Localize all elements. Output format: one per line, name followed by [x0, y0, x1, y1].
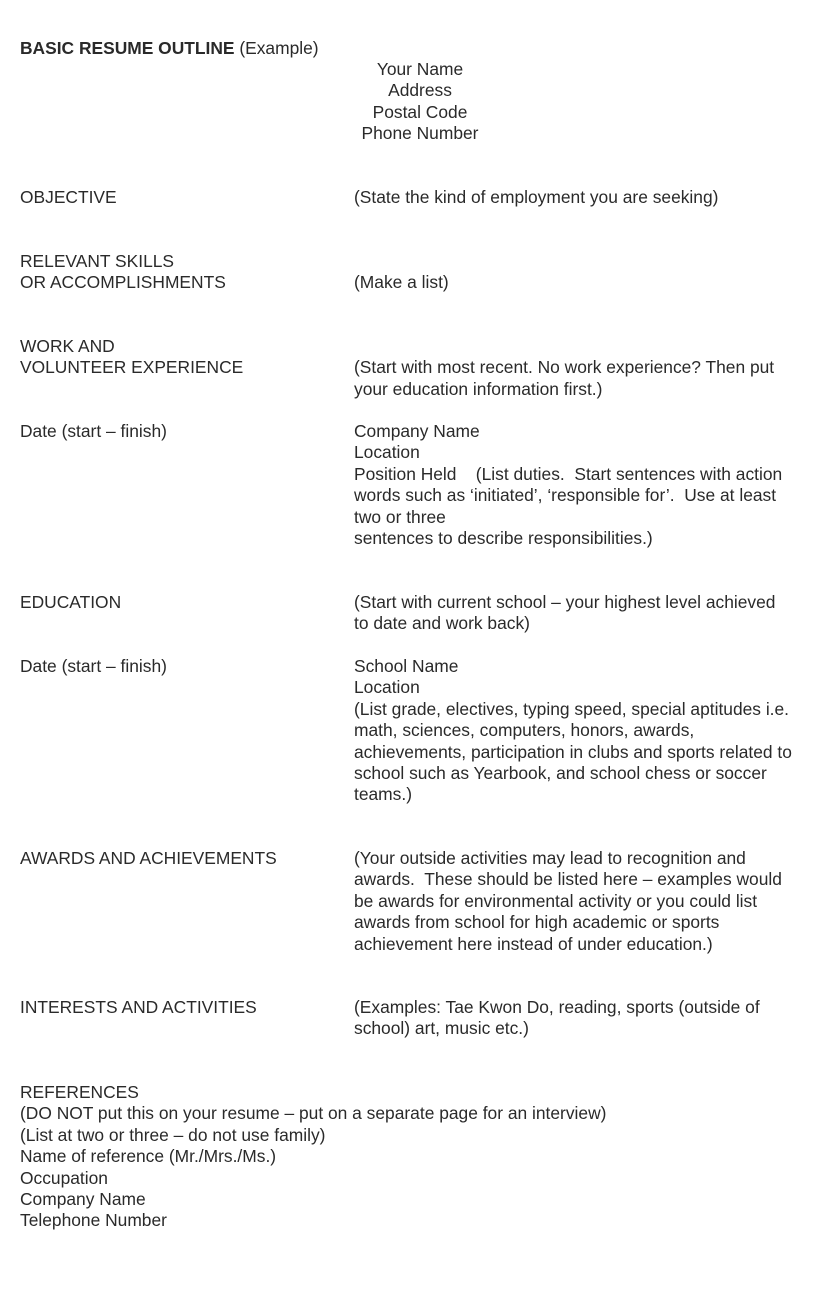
work-entry-line: Location: [354, 442, 420, 463]
interests-text-line: school) art, music etc.): [354, 1018, 529, 1039]
education-text: [354, 592, 824, 635]
work-entry-line: Company Name: [354, 421, 480, 441]
interests-label: INTERESTS AND ACTIVITIES: [20, 997, 257, 1017]
document-title-bold: BASIC RESUME OUTLINE: [20, 38, 235, 58]
header-postal-code: Postal Code: [372, 101, 468, 122]
work-label: [20, 336, 340, 379]
objective-text-line: (State the kind of employment you are seeking): [354, 187, 719, 207]
education-entry-date-label: Date (start – finish): [20, 656, 167, 676]
work-label-line: WORK AND: [20, 336, 115, 356]
contact-header: [0, 59, 840, 145]
education-entry-line: achievements, participation in clubs and sports related to: [354, 741, 792, 762]
header-phone-number: Phone Number: [361, 123, 479, 144]
awards-text-line: (Your outside activities may lead to recognition and: [354, 848, 746, 868]
education-entry-details: [354, 656, 824, 806]
interests-text: [354, 997, 824, 1040]
skills-label: [20, 251, 340, 294]
work-label-line: VOLUNTEER EXPERIENCE: [20, 357, 244, 378]
work-entry-line: two or three: [354, 506, 446, 527]
work-entry-details: [354, 421, 824, 549]
interests-text-line: (Examples: Tae Kwon Do, reading, sports (outside of: [354, 997, 760, 1017]
work-entry-line: Position Held (List duties. Start sentences with action: [354, 463, 783, 484]
education-entry-line: teams.): [354, 784, 412, 805]
references-line: Telephone Number: [20, 1210, 167, 1231]
references-line: Occupation: [20, 1167, 108, 1188]
objective-text: [354, 187, 824, 208]
education-entry-line: math, sciences, computers, honors, awards,: [354, 720, 695, 741]
awards-text-line: awards. These should be listed here – examples would: [354, 869, 782, 890]
header-name: Your Name: [376, 59, 464, 79]
skills-label-line: OR ACCOMPLISHMENTS: [20, 272, 226, 293]
work-entry-line: sentences to describe responsibilities.): [354, 528, 653, 549]
references-line: Company Name: [20, 1189, 146, 1210]
references-section: [20, 1082, 820, 1232]
references-line: Name of reference (Mr./Mrs./Ms.): [20, 1146, 277, 1167]
work-entry-line: words such as ‘initiated’, ‘responsible for’. Use at least: [354, 485, 777, 506]
header-address: Address: [388, 80, 452, 101]
education-entry-line: (List grade, electives, typing speed, special aptitudes i.e.: [354, 698, 790, 719]
education-entry-line: school such as Yearbook, and school chess or soccer: [354, 763, 767, 784]
education-entry-line: School Name: [354, 656, 459, 676]
awards-text-line: achievement here instead of under education.): [354, 933, 713, 954]
education-text-line: to date and work back): [354, 613, 530, 634]
awards-text: [354, 848, 824, 955]
awards-text-line: be awards for environmental activity or you could list: [354, 890, 758, 911]
references-line: (List at two or three – do not use family): [20, 1124, 326, 1145]
awards-label: AWARDS AND ACHIEVEMENTS: [20, 848, 277, 868]
skills-text: [354, 272, 824, 293]
awards-text-line: awards from school for high academic or sports: [354, 912, 720, 933]
work-text-line: (Start with most recent. No work experience? Then put: [354, 357, 775, 378]
document-title: [20, 38, 319, 59]
education-label: EDUCATION: [20, 592, 122, 612]
education-entry-line: Location: [354, 677, 420, 698]
work-text: [354, 357, 824, 400]
work-text-line: your education information first.): [354, 378, 603, 399]
references-heading: REFERENCES: [20, 1082, 139, 1102]
references-line: (DO NOT put this on your resume – put on a separate page for an interview): [20, 1103, 607, 1124]
skills-text-line: (Make a list): [354, 272, 449, 293]
document-title-suffix: (Example): [239, 38, 319, 58]
work-entry-date-label: Date (start – finish): [20, 421, 167, 441]
objective-label: OBJECTIVE: [20, 187, 117, 207]
education-text-line: (Start with current school – your highest level achieved: [354, 592, 776, 612]
skills-label-line: RELEVANT SKILLS: [20, 251, 175, 271]
